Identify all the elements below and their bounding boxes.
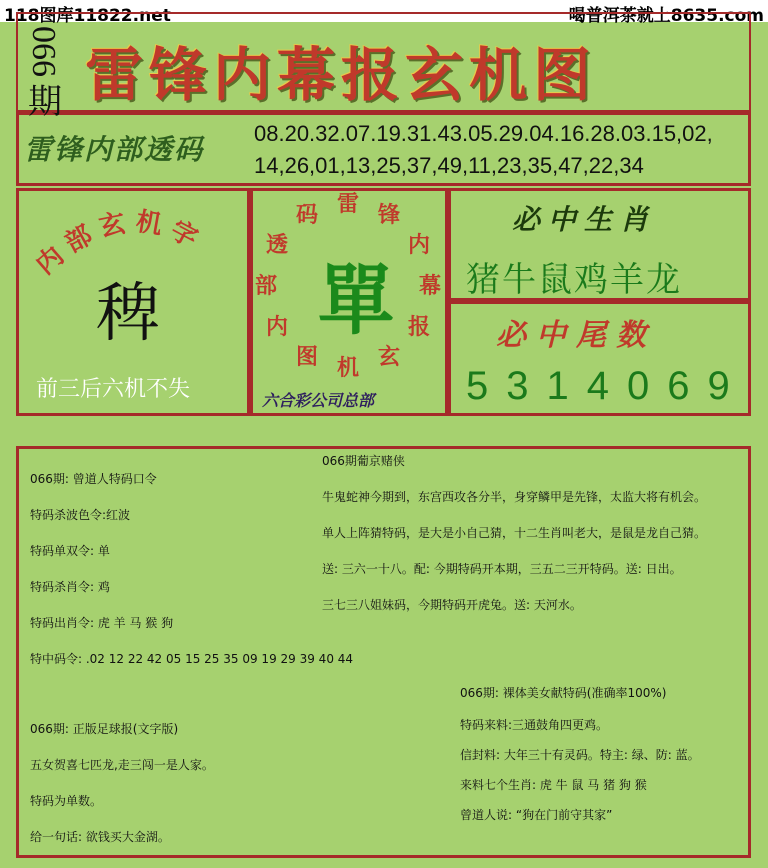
left-info-item: 066期: 曾道人特码口令 [30,472,157,486]
tail-digits: 5314069 [466,364,748,408]
secret-caption: 前三后六机不失 [36,377,191,402]
ring-character: 透 [265,232,288,258]
left-site-link[interactable]: 118图库11822.net [4,6,171,26]
left-info-item: 特码单双令: 单 [30,544,110,558]
ring-character: 玄 [378,344,401,370]
secret-character: 稗 [96,277,160,351]
center-character: 單 [318,256,394,345]
left-info-item: 特中码令: .02 12 22 42 05 15 25 35 09 19 29 39 40 44 [30,652,354,666]
football-line: 特码为单数。 [30,794,103,808]
codes-line-1: 08.20.32.07.19.31.43.05.29.04.16.28.03.15,02, [254,121,713,146]
codes-label: 雷锋内部透码 [24,133,205,166]
beauty-line: 来料七个生肖: 虎 牛 鼠 马 猪 狗 猴 [460,778,647,792]
secret-word-arc-text: 内部玄机字 [30,206,210,281]
right-site-link[interactable]: 喝普洱茶就上8635.com [568,6,764,26]
ring-character: 雷 [337,191,360,217]
ring-footer: 六合彩公司总部 [262,391,375,410]
page-title: 雷锋内幕报玄机图 [85,41,598,109]
codes-line-2: 14,26,01,13,25,37,49,11,23,35,47,22,34 [254,153,644,178]
ring-character: 内 [265,314,288,340]
football-line: 五女贺喜七匹龙,走三闯一是人家。 [30,758,214,772]
beauty-line: 特码来料:三通鼓角四更鸡。 [460,718,609,732]
left-info-item: 特码出肖令: 虎 羊 马 猴 狗 [30,616,174,630]
beauty-line: 信封料: 大年三十有灵码。特主: 绿、防: 蓝。 [460,748,700,762]
football-line: 给一句话: 欲钱买大金湖。 [30,830,170,844]
ring-character: 内 [408,232,431,258]
poem-title: 066期葡京赌侠 [322,454,405,468]
codes-text [254,118,744,182]
ring-character: 锋 [378,201,401,228]
left-info-item: 特码杀肖令: 鸡 [30,580,110,594]
ring-character: 图 [296,344,319,370]
tail-label: 必中尾数 [496,318,656,353]
zodiac-animals: 猪牛鼠鸡羊龙 [466,260,682,300]
poem-line: 单人上阵猜特码，是大是小自己猜，十二生肖叫老大，是鼠是龙自己猜。 [322,526,707,540]
ring-character: 机 [337,355,360,381]
ring-character: 部 [255,273,278,299]
ring-character: 码 [296,201,319,228]
left-info-item: 特码杀波色令:红波 [30,508,131,522]
poem-line: 送: 三六一十八。配: 今期特码开本期，三五二三开特码。送: 日出。 [322,562,682,576]
football-title: 066期: 正版足球报(文字版) [30,722,179,736]
zodiac-label: 必中生肖 [512,203,657,236]
poem-line: 三七三八姐妹码，今期特码开虎兔。送: 天河水。 [322,598,582,612]
ring-character: 报 [408,314,431,340]
issue-number: 066 期 [25,26,62,121]
beauty-line: 曾道人说: “狗在门前守其家” [460,808,613,822]
ring-character: 幕 [419,273,442,299]
beauty-title: 066期: 裸体美女献特码(准确率100%) [460,686,667,700]
poem-line: 牛鬼蛇神今期到，东宫西攻各分半，身穿鳞甲是先锋，太监大将有机会。 [322,490,707,504]
